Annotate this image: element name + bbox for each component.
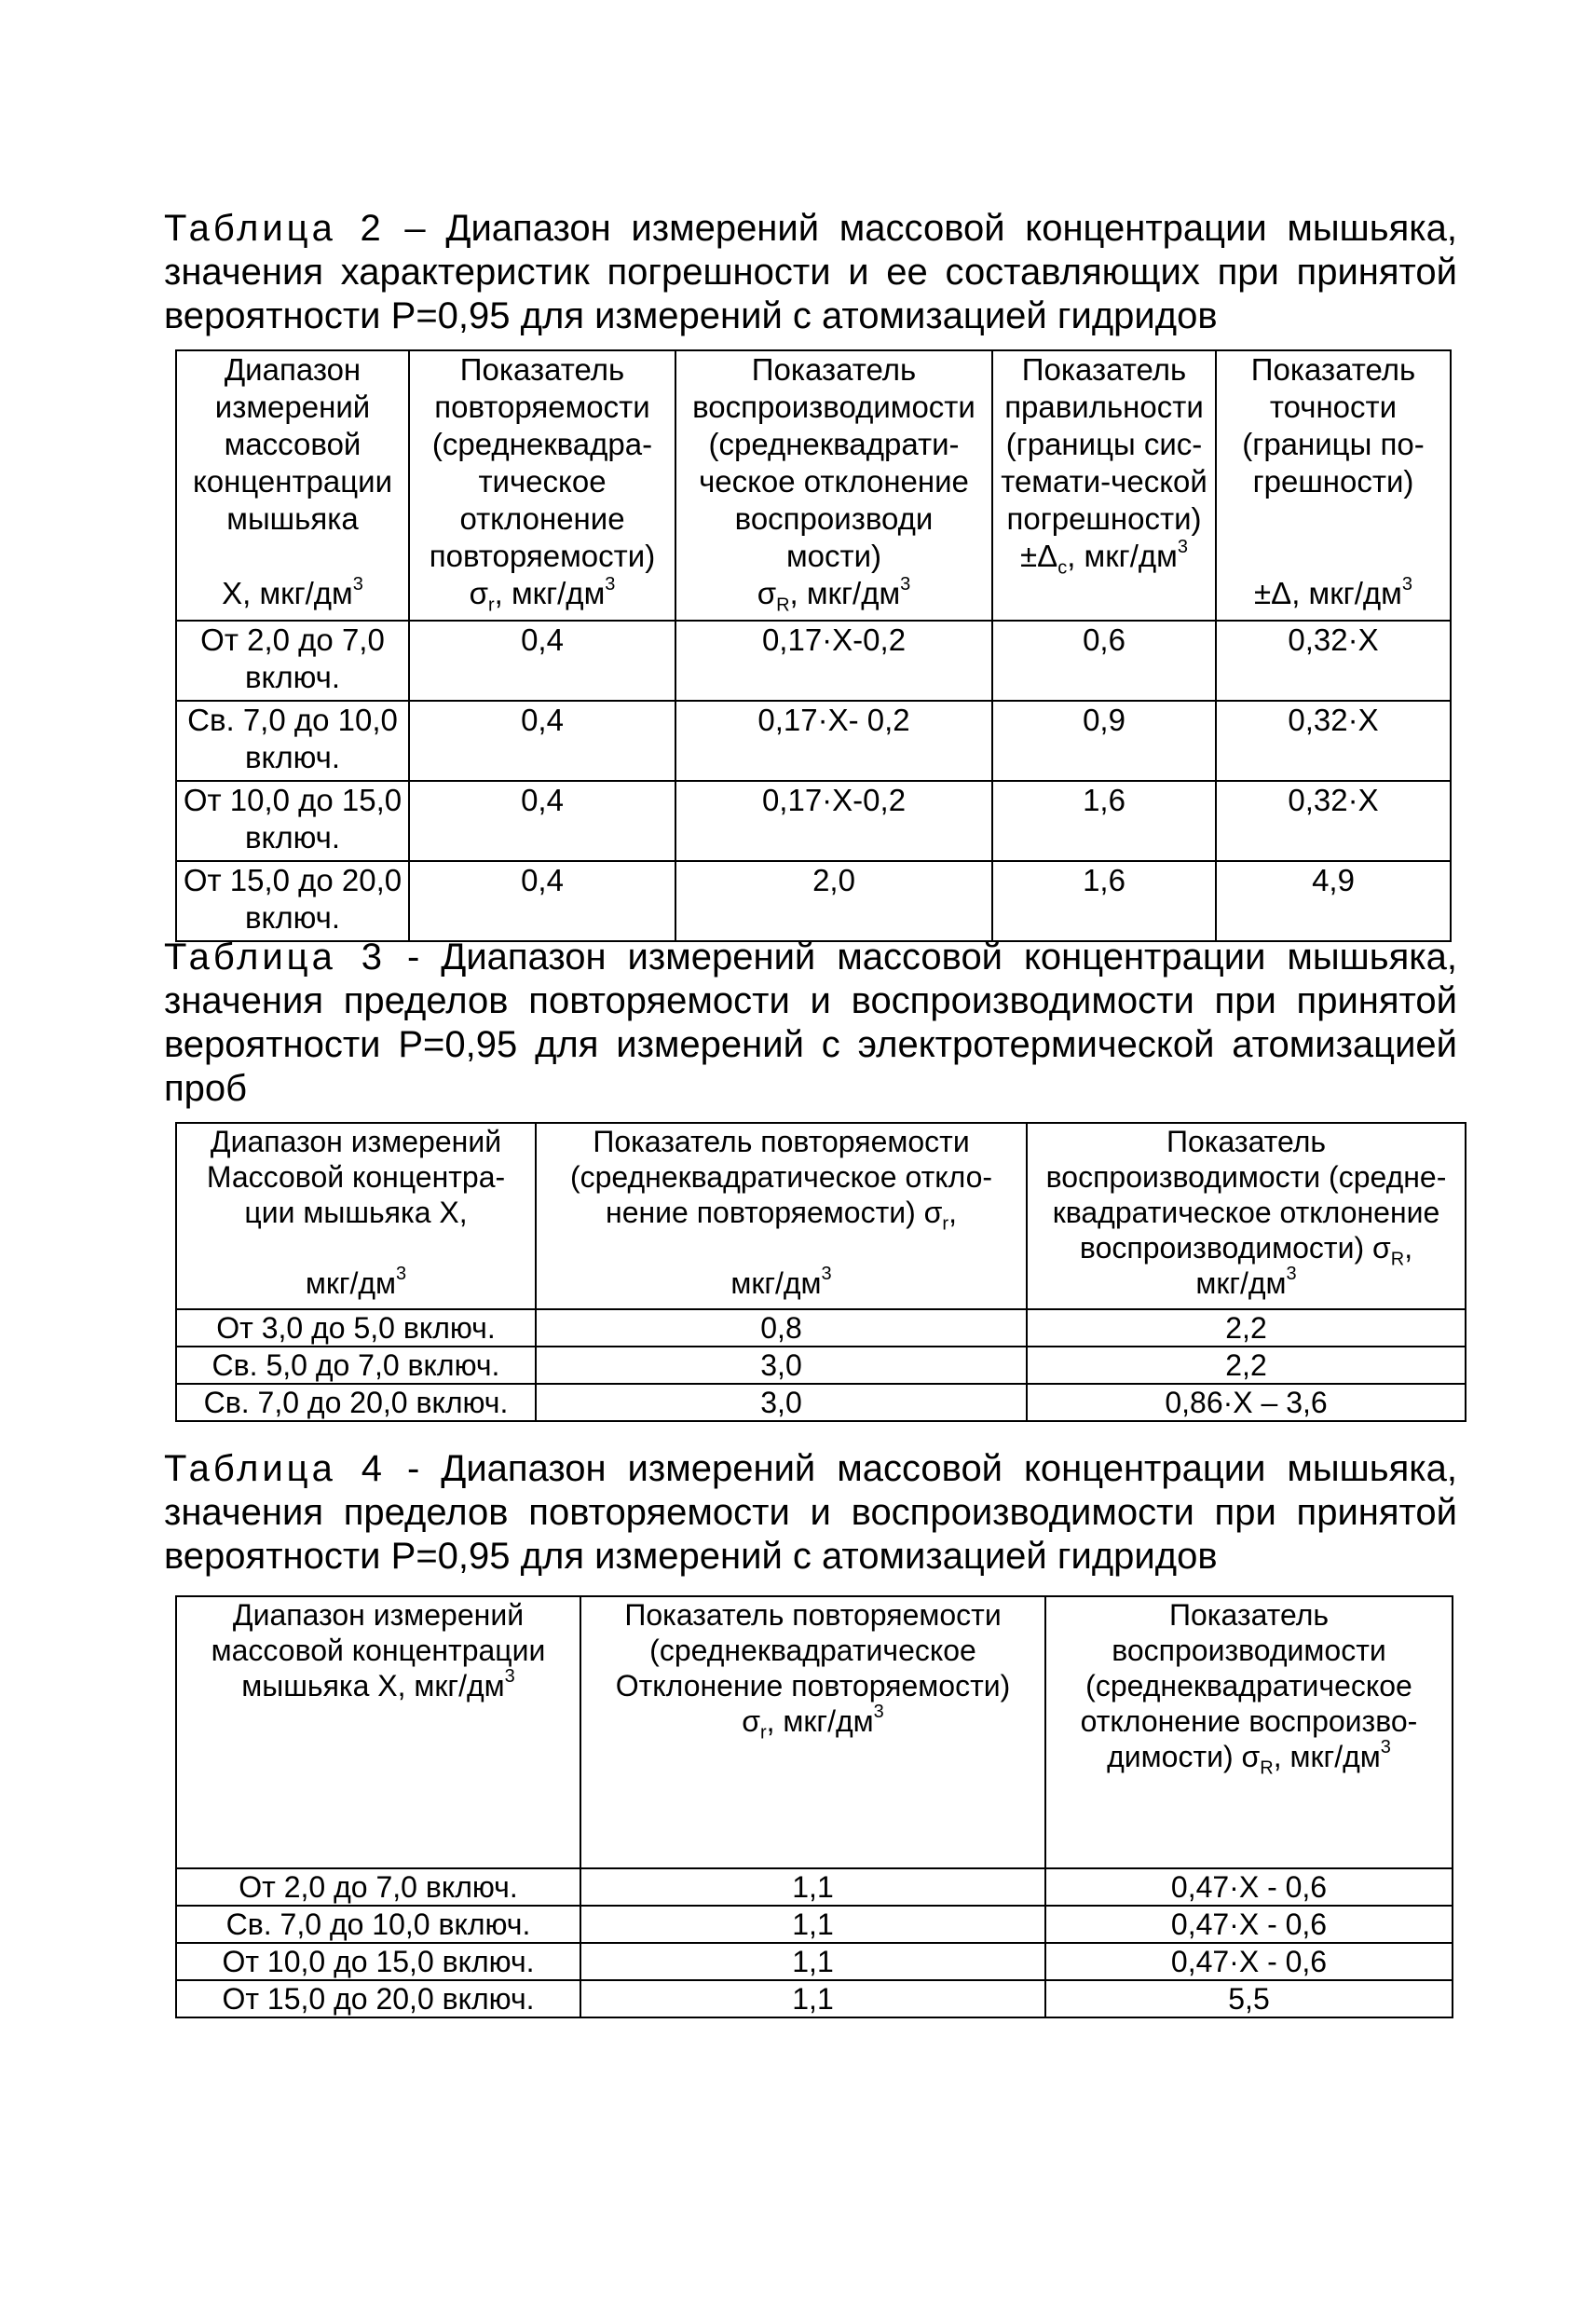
- header-line: повторяемости: [434, 390, 650, 424]
- table3-cell: 3,0: [536, 1384, 1027, 1421]
- header-unit: [1221, 575, 1446, 612]
- header-line: [181, 1230, 531, 1265]
- unit-text: , мкг/дм: [766, 1704, 874, 1738]
- table4-caption-rest: - Диапазон измерений массовой концентрации мышьяка,: [386, 1448, 1457, 1489]
- header-line: [540, 1124, 1022, 1159]
- table2-cell: 0,32·Х: [1216, 701, 1451, 781]
- table4: [175, 1595, 1453, 2018]
- table4-row: [176, 1943, 1453, 1980]
- table2-row: [176, 701, 1451, 781]
- table3-cell: 0,86·Х – 3,6: [1027, 1384, 1466, 1421]
- header-line-text: воспроизводимости) σ: [1079, 1231, 1391, 1265]
- header-line: [181, 1124, 531, 1159]
- table2-cell: 0,4: [409, 621, 675, 701]
- table4-row: [176, 1980, 1453, 2017]
- header-line: [1031, 1159, 1461, 1195]
- header-unit: [181, 1265, 531, 1301]
- table2-cell: 0,4: [409, 701, 675, 781]
- table3-row: [176, 1384, 1466, 1421]
- table4-header-col1: [176, 1596, 580, 1868]
- header-line: [585, 1668, 1041, 1703]
- unit-subscript: R: [1260, 1757, 1274, 1779]
- header-line: темати-ческой: [1001, 464, 1207, 499]
- unit-text: мкг/дм: [305, 1266, 397, 1300]
- table3-header-col3: [1027, 1123, 1466, 1309]
- table2-cell: 0,6: [992, 621, 1216, 701]
- table3-caption-rest: - Диапазон измерений массовой концентрации мышьяка,: [386, 937, 1457, 978]
- header-line: [1050, 1597, 1448, 1633]
- header-line: (границы сис-: [1005, 427, 1203, 461]
- header-line-text: Массовой концентра-: [206, 1160, 506, 1194]
- table4-caption-line2: значения пределов повторяемости и воспроизводимости при принятой: [164, 1492, 1457, 1533]
- header-line: воспроизводимости: [692, 390, 975, 424]
- table3-caption-lead: Таблица 3: [164, 937, 387, 978]
- header-line: (границы по-: [1242, 427, 1425, 461]
- table4-cell: 0,47·Х - 0,6: [1045, 1943, 1453, 1980]
- header-line: Показатель: [1250, 352, 1416, 387]
- table4-header-col2: [580, 1596, 1045, 1868]
- table2-cell: 0,9: [992, 701, 1216, 781]
- table2-cell: 2,0: [675, 861, 992, 941]
- unit-subscript: с: [1057, 557, 1068, 579]
- header-line: [1031, 1230, 1461, 1270]
- table3-cell: От 3,0 до 5,0 включ.: [176, 1309, 536, 1347]
- header-unit: [540, 1265, 1022, 1301]
- header-unit: [680, 574, 988, 616]
- table3: [175, 1122, 1466, 1422]
- header-unit: [414, 574, 671, 616]
- header-line: правильности: [1004, 390, 1204, 424]
- unit-symbol: σ: [757, 576, 777, 610]
- header-line: [585, 1597, 1041, 1633]
- header-line: Показатель: [459, 352, 625, 387]
- header-line: воспроизводи: [734, 501, 934, 536]
- unit-superscript: 3: [504, 1666, 515, 1688]
- table3-cell: Св. 7,0 до 20,0 включ.: [176, 1384, 536, 1421]
- table4-cell: 1,1: [580, 1906, 1045, 1943]
- unit-superscript: 3: [1177, 537, 1188, 557]
- table4-cell: 0,47·Х - 0,6: [1045, 1906, 1453, 1943]
- table2-caption-lead: Таблица 2: [164, 208, 385, 249]
- table2-row: [176, 621, 1451, 701]
- header-line: [181, 1159, 531, 1195]
- header-line-text: димости) σ: [1107, 1740, 1261, 1773]
- table2-cell: От 2,0 до 7,0 включ.: [176, 621, 409, 701]
- header-line: мости): [785, 539, 882, 573]
- header-line: грешности): [1252, 464, 1414, 499]
- table3-caption-line4: проб: [164, 1068, 248, 1109]
- header-line: Показатель: [751, 352, 917, 387]
- header-line: повторяемости): [429, 539, 656, 573]
- header-line: [1221, 500, 1446, 538]
- header-line-text: воспроизводимости: [1112, 1634, 1386, 1667]
- header-line-text: Показатель повторяемости: [593, 1125, 970, 1158]
- header-line-text: Показатель: [1168, 1598, 1330, 1632]
- header-line-text: воспроизводимости (средне-: [1045, 1160, 1447, 1194]
- header-line: [181, 538, 404, 575]
- table2-caption-line3: вероятности Р=0,95 для измерений с атомизацией гидридов: [164, 295, 1218, 336]
- unit-superscript: 3: [1286, 1264, 1297, 1285]
- unit-symbol: σ: [469, 576, 488, 610]
- unit-text: , мкг/дм: [789, 576, 901, 610]
- unit-text: , мкг/дм: [494, 576, 606, 610]
- header-line: [540, 1230, 1022, 1265]
- unit-symbol: ±Δ: [1020, 539, 1058, 573]
- header-line: ческое отклонение: [699, 464, 969, 499]
- unit-superscript: 3: [396, 1264, 407, 1285]
- table4-cell: 0,47·Х - 0,6: [1045, 1868, 1453, 1906]
- header-line: [1050, 1668, 1448, 1703]
- header-line-text: (среднеквадратическое: [1085, 1669, 1412, 1702]
- header-line: (среднеквадра-: [431, 427, 653, 461]
- table3-caption-line3: вероятности Р=0,95 для измерений с электротермической атомизацией: [164, 1024, 1457, 1065]
- table2-cell: От 15,0 до 20,0 включ.: [176, 861, 409, 941]
- unit-subscript: r: [759, 1722, 767, 1744]
- header-line: [1050, 1703, 1448, 1739]
- table4-cell: 1,1: [580, 1868, 1045, 1906]
- header-line-text: мышьяка Х, мкг/дм: [241, 1669, 505, 1702]
- table2-header-col4: [992, 350, 1216, 621]
- header-line-text: ции мышьяка Х,: [244, 1196, 468, 1229]
- unit-superscript: 3: [1380, 1737, 1391, 1758]
- table2-cell: 0,4: [409, 861, 675, 941]
- table2: [175, 349, 1452, 942]
- table4-caption-lead: Таблица 4: [164, 1448, 387, 1489]
- header-line-text: квадратическое отклонение: [1052, 1196, 1440, 1229]
- header-line-text: σ: [742, 1704, 760, 1738]
- table2-cell: 0,4: [409, 781, 675, 861]
- table2-caption-rest: – Диапазон измерений массовой концентрации мышьяка,: [384, 208, 1458, 249]
- table2-header-col5: [1216, 350, 1451, 621]
- table4-header-col3: [1045, 1596, 1453, 1868]
- unit-subscript: r: [487, 595, 495, 616]
- header-line: мышьяка: [226, 501, 359, 536]
- table2-cell: 1,6: [992, 861, 1216, 941]
- sigma-subscript: R: [1390, 1249, 1405, 1270]
- table2-cell: 0,17·Х-0,2: [675, 621, 992, 701]
- table4-cell: Св. 7,0 до 10,0 включ.: [176, 1906, 580, 1943]
- table2-cell: 4,9: [1216, 861, 1451, 941]
- header-line: [1031, 1124, 1461, 1159]
- header-line: [1050, 1737, 1448, 1779]
- header-line: [540, 1159, 1022, 1195]
- table2-row: [176, 781, 1451, 861]
- header-line: [1031, 1195, 1461, 1230]
- header-line: [540, 1195, 1022, 1235]
- table2-cell: От 10,0 до 15,0 включ.: [176, 781, 409, 861]
- header-line: [585, 1633, 1041, 1668]
- table4-cell: От 10,0 до 15,0 включ.: [176, 1943, 580, 1980]
- header-line: [585, 1702, 1041, 1744]
- table3-cell: 0,8: [536, 1309, 1027, 1347]
- unit-text: ±Δ, мкг/дм: [1254, 576, 1402, 610]
- table3-caption-line1: [164, 936, 1457, 979]
- header-line-text: отклонение воспроизво-: [1080, 1704, 1418, 1738]
- header-line: [181, 1195, 531, 1230]
- unit-subscript: R: [776, 595, 790, 616]
- header-line: Показатель: [1021, 352, 1187, 387]
- table3-row: [176, 1309, 1466, 1347]
- unit-text: , мкг/дм: [1067, 539, 1178, 573]
- comma: ,: [1404, 1231, 1413, 1265]
- table2-header-col3: [675, 350, 992, 621]
- header-unit: [181, 575, 404, 612]
- header-line: (среднеквадрати-: [708, 427, 960, 461]
- comma: ,: [948, 1196, 957, 1229]
- table3-cell: Св. 5,0 до 7,0 включ.: [176, 1347, 536, 1384]
- table2-header-col1: [176, 350, 409, 621]
- table2-row: [176, 861, 1451, 941]
- header-line: Диапазон: [224, 352, 361, 387]
- table2-cell: Св. 7,0 до 10,0 включ.: [176, 701, 409, 781]
- header-line: погрешности): [1006, 501, 1202, 536]
- table3-caption-line2: значения пределов повторяемости и воспроизводимости при принятой: [164, 980, 1457, 1021]
- header-line: концентрации: [192, 464, 393, 499]
- table3-row: [176, 1347, 1466, 1384]
- table2-cell: 0,32·Х: [1216, 621, 1451, 701]
- table4-cell: 1,1: [580, 1980, 1045, 2017]
- header-line: [181, 1597, 576, 1633]
- table4-row: [176, 1906, 1453, 1943]
- header-line-text: Диапазон измерений: [210, 1125, 502, 1158]
- header-line-text: Показатель: [1166, 1125, 1327, 1158]
- header-line-text: Показатель повторяемости: [624, 1598, 1002, 1632]
- table3-header-col2: [536, 1123, 1027, 1309]
- header-line-text: (среднеквадратическое откло-: [569, 1160, 993, 1194]
- header-line: тическое: [478, 464, 607, 499]
- table4-cell: От 15,0 до 20,0 включ.: [176, 1980, 580, 2017]
- table2-caption-line1: [164, 207, 1457, 251]
- unit-superscript: 3: [900, 574, 911, 595]
- header-line: точности: [1269, 390, 1398, 424]
- unit-superscript: 3: [352, 574, 363, 595]
- table3-cell: 2,2: [1027, 1347, 1466, 1384]
- header-line: массовой: [224, 427, 361, 461]
- table2-cell: 0,32·Х: [1216, 781, 1451, 861]
- table3-cell: 3,0: [536, 1347, 1027, 1384]
- header-line: измерений: [214, 390, 371, 424]
- unit-text: Х, мкг/дм: [222, 576, 353, 610]
- unit-superscript: 3: [1401, 574, 1412, 595]
- header-line-text: массовой концентрации: [211, 1634, 546, 1667]
- table4-row: [176, 1868, 1453, 1906]
- header-line: [181, 1668, 576, 1703]
- unit-superscript: 3: [605, 574, 616, 595]
- table4-cell: 5,5: [1045, 1980, 1453, 2017]
- header-line-text: Отклонение повторяемости): [615, 1669, 1011, 1702]
- sigma-subscript: r: [942, 1213, 949, 1235]
- table2-caption-line2: значения характеристик погрешности и ее составляющих при принятой: [164, 252, 1457, 293]
- unit-text: мкг/дм: [730, 1266, 822, 1300]
- table4-cell: От 2,0 до 7,0 включ.: [176, 1868, 580, 1906]
- unit-text: , мкг/дм: [1273, 1740, 1381, 1773]
- header-line: отклонение: [459, 501, 625, 536]
- table4-caption-line1: [164, 1447, 1457, 1491]
- header-unit: [1031, 1265, 1461, 1301]
- header-line-text: (среднеквадратическое: [649, 1634, 976, 1667]
- header-line-text: нение повторяемости) σ: [606, 1196, 943, 1229]
- table3-header-col1: [176, 1123, 536, 1309]
- table2-cell: 1,6: [992, 781, 1216, 861]
- table2-header-col2: [409, 350, 675, 621]
- table2-cell: 0,17·Х- 0,2: [675, 701, 992, 781]
- header-line: [1050, 1633, 1448, 1668]
- unit-superscript: 3: [873, 1702, 884, 1723]
- unit-superscript: 3: [821, 1264, 832, 1285]
- table4-cell: 1,1: [580, 1943, 1045, 1980]
- table2-cell: 0,17·Х-0,2: [675, 781, 992, 861]
- header-line-text: Диапазон измерений: [232, 1598, 525, 1632]
- table4-caption-line3: вероятности Р=0,95 для измерений с атомизацией гидридов: [164, 1536, 1218, 1577]
- header-line: [1221, 538, 1446, 575]
- header-line: [181, 1633, 576, 1668]
- table3-cell: 2,2: [1027, 1309, 1466, 1347]
- header-unit: [997, 537, 1211, 579]
- unit-text: мкг/дм: [1195, 1266, 1287, 1300]
